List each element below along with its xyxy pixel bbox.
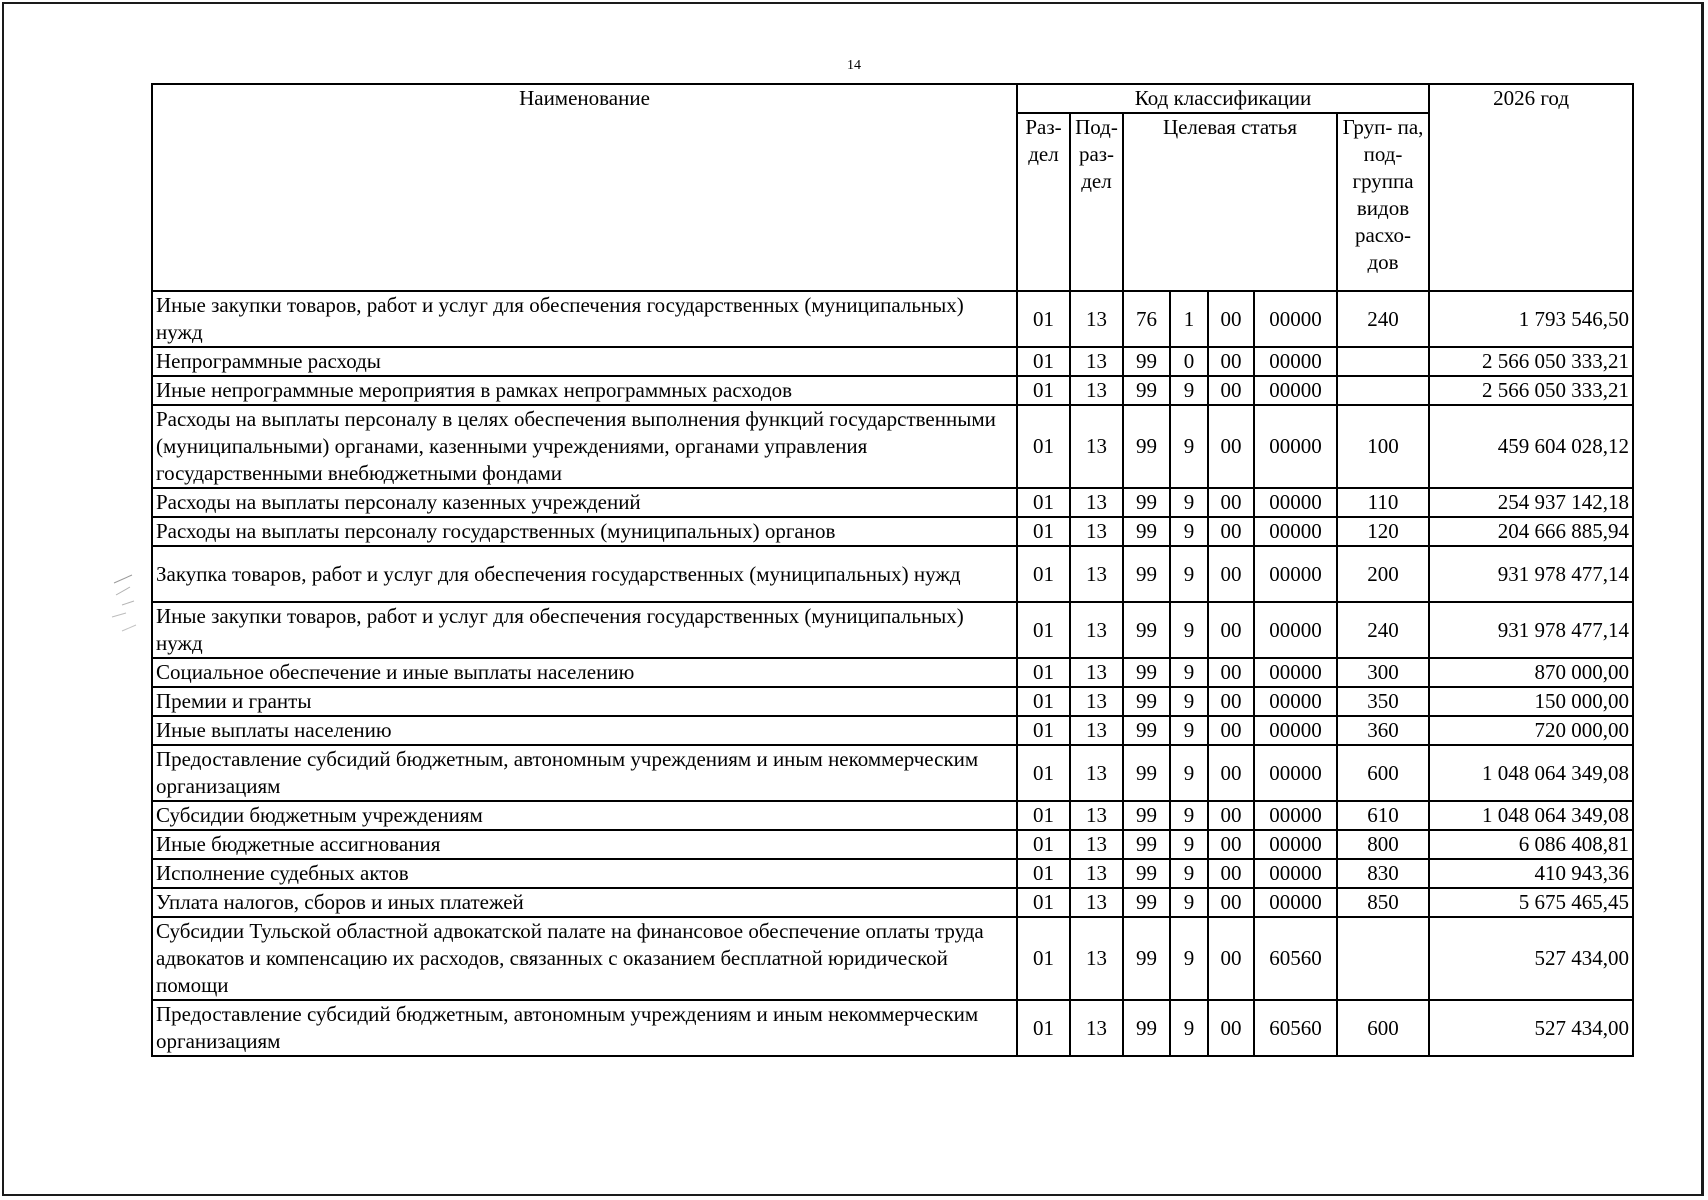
row-name: Субсидии Тульской областной адвокатской палате на финансовое обеспечение оплаты труда адвокатов и компенсацию их расходов, связанных с оказанием бесплатной юридической помощи [152, 917, 1017, 1000]
row-target-direction: 00000 [1254, 745, 1337, 801]
row-target-direction: 00000 [1254, 888, 1337, 917]
row-podrazdel: 13 [1070, 888, 1123, 917]
row-podrazdel: 13 [1070, 745, 1123, 801]
row-target-program: 99 [1123, 347, 1170, 376]
row-expense-group: 800 [1337, 830, 1429, 859]
row-target-main: 00 [1208, 602, 1254, 658]
row-name: Расходы на выплаты персоналу в целях обеспечения выполнения функций государственными (муниципальными) органами, казенными учреждениями, органами управления государственными внебюджетными фондами [152, 405, 1017, 488]
row-razdel: 01 [1017, 687, 1070, 716]
row-target-main: 00 [1208, 488, 1254, 517]
row-podrazdel: 13 [1070, 291, 1123, 347]
row-expense-group: 100 [1337, 405, 1429, 488]
row-target-direction: 60560 [1254, 1000, 1337, 1056]
row-target-program: 99 [1123, 859, 1170, 888]
header-podrazdel: Под- раз- дел [1070, 113, 1123, 291]
row-target-direction: 00000 [1254, 405, 1337, 488]
row-expense-group [1337, 376, 1429, 405]
row-target-main: 00 [1208, 830, 1254, 859]
header-year: 2026 год [1429, 84, 1633, 291]
row-amount: 254 937 142,18 [1429, 488, 1633, 517]
page-number: 14 [847, 58, 861, 73]
row-target-subprogram: 9 [1170, 745, 1208, 801]
row-name: Иные бюджетные ассигнования [152, 830, 1017, 859]
row-razdel: 01 [1017, 405, 1070, 488]
row-target-direction: 00000 [1254, 602, 1337, 658]
row-target-main: 00 [1208, 859, 1254, 888]
row-target-subprogram: 9 [1170, 830, 1208, 859]
row-target-program: 99 [1123, 488, 1170, 517]
header-razdel: Раз- дел [1017, 113, 1070, 291]
row-podrazdel: 13 [1070, 801, 1123, 830]
row-target-subprogram: 9 [1170, 376, 1208, 405]
row-target-main: 00 [1208, 716, 1254, 745]
row-podrazdel: 13 [1070, 658, 1123, 687]
row-target-subprogram: 9 [1170, 602, 1208, 658]
row-expense-group: 360 [1337, 716, 1429, 745]
row-target-direction: 00000 [1254, 517, 1337, 546]
row-target-main: 00 [1208, 1000, 1254, 1056]
table-row [152, 546, 1633, 602]
row-target-main: 00 [1208, 687, 1254, 716]
row-expense-group: 830 [1337, 859, 1429, 888]
row-expense-group: 110 [1337, 488, 1429, 517]
row-target-program: 99 [1123, 376, 1170, 405]
row-amount: 720 000,00 [1429, 716, 1633, 745]
table-row [152, 917, 1633, 1000]
table-row [152, 602, 1633, 658]
row-target-direction: 00000 [1254, 347, 1337, 376]
row-target-program: 99 [1123, 1000, 1170, 1056]
row-name: Иные закупки товаров, работ и услуг для обеспечения государственных (муниципальных) нужд [152, 291, 1017, 347]
row-target-program: 99 [1123, 830, 1170, 859]
row-target-main: 00 [1208, 405, 1254, 488]
row-target-program: 99 [1123, 687, 1170, 716]
row-name: Уплата налогов, сборов и иных платежей [152, 888, 1017, 917]
row-amount: 5 675 465,45 [1429, 888, 1633, 917]
row-target-program: 99 [1123, 801, 1170, 830]
row-razdel: 01 [1017, 888, 1070, 917]
table-row [152, 405, 1633, 488]
row-expense-group: 200 [1337, 546, 1429, 602]
table-row [152, 347, 1633, 376]
header-classification: Код классификации [1017, 84, 1429, 113]
row-podrazdel: 13 [1070, 716, 1123, 745]
row-amount: 1 793 546,50 [1429, 291, 1633, 347]
row-amount: 527 434,00 [1429, 917, 1633, 1000]
row-target-main: 00 [1208, 658, 1254, 687]
row-name: Непрограммные расходы [152, 347, 1017, 376]
row-razdel: 01 [1017, 291, 1070, 347]
row-target-main: 00 [1208, 546, 1254, 602]
row-target-direction: 00000 [1254, 546, 1337, 602]
row-amount: 1 048 064 349,08 [1429, 745, 1633, 801]
table-row [152, 687, 1633, 716]
row-target-direction: 00000 [1254, 687, 1337, 716]
row-name: Премии и гранты [152, 687, 1017, 716]
header-group: Груп- па, под- группа видов расхо- дов [1337, 113, 1429, 291]
row-razdel: 01 [1017, 658, 1070, 687]
row-name: Социальное обеспечение и иные выплаты населению [152, 658, 1017, 687]
row-expense-group [1337, 347, 1429, 376]
row-target-subprogram: 9 [1170, 1000, 1208, 1056]
row-target-subprogram: 9 [1170, 658, 1208, 687]
row-target-direction: 00000 [1254, 488, 1337, 517]
row-target-subprogram: 9 [1170, 917, 1208, 1000]
row-target-program: 99 [1123, 888, 1170, 917]
row-amount: 1 048 064 349,08 [1429, 801, 1633, 830]
row-razdel: 01 [1017, 1000, 1070, 1056]
row-podrazdel: 13 [1070, 687, 1123, 716]
row-target-direction: 00000 [1254, 830, 1337, 859]
row-razdel: 01 [1017, 716, 1070, 745]
row-razdel: 01 [1017, 801, 1070, 830]
row-amount: 931 978 477,14 [1429, 602, 1633, 658]
table-row [152, 291, 1633, 347]
row-podrazdel: 13 [1070, 405, 1123, 488]
table-row [152, 517, 1633, 546]
row-razdel: 01 [1017, 347, 1070, 376]
row-podrazdel: 13 [1070, 830, 1123, 859]
row-name: Предоставление субсидий бюджетным, автономным учреждениям и иным некоммерческим организациям [152, 1000, 1017, 1056]
table-row [152, 716, 1633, 745]
row-target-subprogram: 9 [1170, 546, 1208, 602]
row-target-subprogram: 9 [1170, 405, 1208, 488]
row-expense-group: 120 [1337, 517, 1429, 546]
row-target-main: 00 [1208, 376, 1254, 405]
row-razdel: 01 [1017, 546, 1070, 602]
row-target-program: 99 [1123, 917, 1170, 1000]
row-target-direction: 00000 [1254, 859, 1337, 888]
row-target-direction: 00000 [1254, 291, 1337, 347]
table-row [152, 801, 1633, 830]
row-amount: 150 000,00 [1429, 687, 1633, 716]
row-target-direction: 00000 [1254, 376, 1337, 405]
row-amount: 2 566 050 333,21 [1429, 376, 1633, 405]
row-razdel: 01 [1017, 917, 1070, 1000]
row-name: Иные закупки товаров, работ и услуг для обеспечения государственных (муниципальных) нужд [152, 602, 1017, 658]
row-expense-group: 850 [1337, 888, 1429, 917]
row-expense-group: 300 [1337, 658, 1429, 687]
row-target-subprogram: 0 [1170, 347, 1208, 376]
header-name: Наименование [152, 84, 1017, 291]
row-target-subprogram: 9 [1170, 488, 1208, 517]
row-target-main: 00 [1208, 291, 1254, 347]
budget-table [151, 83, 1634, 1057]
row-podrazdel: 13 [1070, 917, 1123, 1000]
row-razdel: 01 [1017, 859, 1070, 888]
row-expense-group: 600 [1337, 1000, 1429, 1056]
table-row [152, 830, 1633, 859]
row-expense-group: 240 [1337, 291, 1429, 347]
row-target-program: 76 [1123, 291, 1170, 347]
row-name: Иные выплаты населению [152, 716, 1017, 745]
row-target-subprogram: 1 [1170, 291, 1208, 347]
row-name: Расходы на выплаты персоналу казенных учреждений [152, 488, 1017, 517]
row-razdel: 01 [1017, 517, 1070, 546]
row-target-subprogram: 9 [1170, 801, 1208, 830]
row-target-main: 00 [1208, 347, 1254, 376]
row-expense-group: 350 [1337, 687, 1429, 716]
row-target-main: 00 [1208, 745, 1254, 801]
table-row [152, 745, 1633, 801]
row-razdel: 01 [1017, 745, 1070, 801]
row-target-main: 00 [1208, 888, 1254, 917]
row-target-subprogram: 9 [1170, 888, 1208, 917]
table-row [152, 488, 1633, 517]
row-podrazdel: 13 [1070, 488, 1123, 517]
row-target-direction: 60560 [1254, 917, 1337, 1000]
row-podrazdel: 13 [1070, 376, 1123, 405]
row-name: Расходы на выплаты персоналу государственных (муниципальных) органов [152, 517, 1017, 546]
row-podrazdel: 13 [1070, 859, 1123, 888]
row-amount: 870 000,00 [1429, 658, 1633, 687]
table-row [152, 1000, 1633, 1056]
row-target-direction: 00000 [1254, 801, 1337, 830]
row-target-subprogram: 9 [1170, 859, 1208, 888]
row-expense-group: 600 [1337, 745, 1429, 801]
row-expense-group: 610 [1337, 801, 1429, 830]
table-row [152, 658, 1633, 687]
row-amount: 931 978 477,14 [1429, 546, 1633, 602]
row-name: Иные непрограммные мероприятия в рамках непрограммных расходов [152, 376, 1017, 405]
row-amount: 204 666 885,94 [1429, 517, 1633, 546]
row-target-program: 99 [1123, 602, 1170, 658]
row-razdel: 01 [1017, 376, 1070, 405]
row-razdel: 01 [1017, 830, 1070, 859]
row-target-program: 99 [1123, 716, 1170, 745]
row-amount: 6 086 408,81 [1429, 830, 1633, 859]
row-target-main: 00 [1208, 517, 1254, 546]
row-podrazdel: 13 [1070, 602, 1123, 658]
row-amount: 459 604 028,12 [1429, 405, 1633, 488]
row-amount: 527 434,00 [1429, 1000, 1633, 1056]
table-row [152, 888, 1633, 917]
row-name: Предоставление субсидий бюджетным, автономным учреждениям и иным некоммерческим организациям [152, 745, 1017, 801]
table-row [152, 376, 1633, 405]
row-razdel: 01 [1017, 488, 1070, 517]
row-expense-group: 240 [1337, 602, 1429, 658]
row-target-subprogram: 9 [1170, 687, 1208, 716]
row-podrazdel: 13 [1070, 1000, 1123, 1056]
row-amount: 410 943,36 [1429, 859, 1633, 888]
row-target-program: 99 [1123, 745, 1170, 801]
row-target-main: 00 [1208, 917, 1254, 1000]
row-name: Субсидии бюджетным учреждениям [152, 801, 1017, 830]
row-target-program: 99 [1123, 546, 1170, 602]
row-podrazdel: 13 [1070, 347, 1123, 376]
row-target-program: 99 [1123, 658, 1170, 687]
row-target-main: 00 [1208, 801, 1254, 830]
row-target-direction: 00000 [1254, 716, 1337, 745]
row-target-subprogram: 9 [1170, 716, 1208, 745]
table-row [152, 859, 1633, 888]
row-razdel: 01 [1017, 602, 1070, 658]
row-podrazdel: 13 [1070, 546, 1123, 602]
row-target-subprogram: 9 [1170, 517, 1208, 546]
row-podrazdel: 13 [1070, 517, 1123, 546]
row-expense-group [1337, 917, 1429, 1000]
row-target-program: 99 [1123, 517, 1170, 546]
scan-artifact-marks [92, 565, 152, 655]
row-amount: 2 566 050 333,21 [1429, 347, 1633, 376]
header-target: Целевая статья [1123, 113, 1337, 291]
row-target-program: 99 [1123, 405, 1170, 488]
row-name: Исполнение судебных актов [152, 859, 1017, 888]
row-name: Закупка товаров, работ и услуг для обеспечения государственных (муниципальных) нужд [152, 546, 1017, 602]
row-target-direction: 00000 [1254, 658, 1337, 687]
